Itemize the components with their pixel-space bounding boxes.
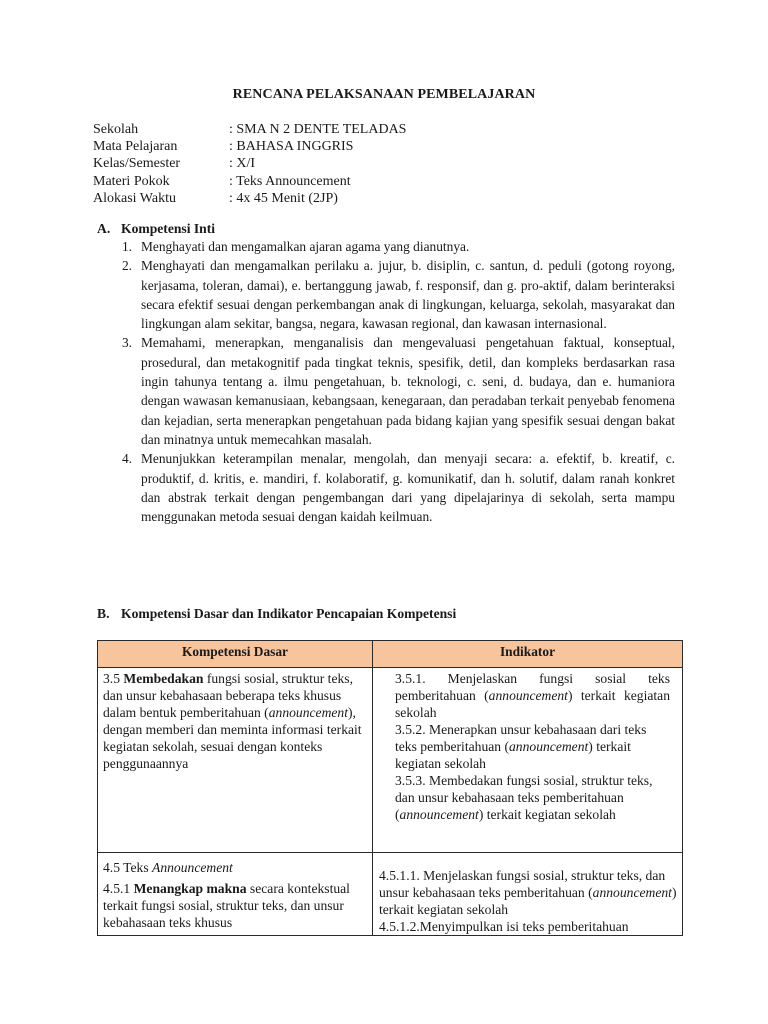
table-row [98, 853, 683, 936]
document-title: RENCANA PELAKSANAAN PEMBELAJARAN [232, 87, 536, 102]
kd-keyword: Menangkap makna [133, 881, 247, 896]
indikator-item [395, 721, 670, 772]
meta-value: : SMA N 2 DENTE TELADAS [229, 122, 407, 137]
kd-text: ), dengan memberi dan meminta informasi terkait kegiatan sekolah, sesuai dengan konteks penggunaannya [103, 705, 362, 771]
list-item [97, 333, 675, 449]
ind-italic: announcement [399, 807, 479, 822]
kd-italic: announcement [268, 705, 348, 720]
indikator-cell [373, 853, 683, 936]
list-item [97, 449, 675, 526]
item-number: 4. [121, 451, 132, 467]
meta-row-time [93, 190, 406, 207]
ind-italic: announcement [488, 688, 568, 703]
meta-label: Kelas/Semester [93, 156, 181, 172]
section-letter: B. [97, 606, 110, 621]
table-row [98, 668, 683, 853]
section-kompetensi-inti [97, 221, 675, 526]
meta-value: : Teks Announcement [229, 173, 351, 189]
ind-text: ) terkait kegiatan sekolah [395, 739, 631, 771]
section-kompetensi-dasar-heading [97, 606, 456, 622]
meta-label: Materi Pokok [93, 173, 170, 189]
kd-indikator-table [97, 640, 683, 936]
list-item [97, 237, 675, 256]
indikator-item [395, 772, 670, 823]
section-title: Kompetensi Dasar dan Indikator Pencapaian Kompetensi [121, 606, 457, 621]
ind-text: 3.5.2. Menerapkan unsur kebahasaan dari teks teks pemberitahuan ( [395, 722, 647, 754]
table-header-row [98, 641, 683, 668]
meta-value: : BAHASA INGGRIS [229, 139, 354, 155]
ki-list [97, 237, 675, 526]
kd-item [103, 880, 367, 931]
ind-text: 3.5.1. Menjelaskan fungsi sosial teks pemberitahuan ( [395, 671, 670, 703]
meta-row-class [93, 155, 406, 172]
section-letter: A. [97, 221, 111, 236]
meta-label: Alokasi Waktu [93, 190, 176, 206]
kd-code: 4.5.1 [103, 881, 134, 896]
meta-label: Sekolah [93, 122, 139, 137]
identity-block [93, 121, 406, 207]
item-number: 3. [121, 335, 132, 351]
ind-text: 3.5.3. Membedakan fungsi sosial, struktur teks, dan unsur kebahasaan teks pemberitahuan ( [395, 773, 653, 822]
kd-text: 4.5 Teks [103, 860, 153, 875]
column-header-indikator: Indikator [373, 641, 683, 668]
kd-code: 3.5 [103, 671, 124, 686]
item-number: 2. [121, 258, 132, 274]
ind-text: ) terkait kegiatan sekolah [395, 688, 670, 720]
indikator-item [379, 867, 677, 918]
item-text: Menghayati dan mengamalkan perilaku a. jujur, b. disiplin, c. santun, d. peduli (gotong royong, kerjasama, toleran, damai), e. bertanggung jawab, f. responsif, dan g. pro-aktif, dalam berinteraksi secara efektif sesuai dengan perkembangan anak di lingkungan, keluarga, sekolah, masyarakat dan lingkungan alam sekitar, bangsa, negara, kawasan regional, dan kawasan internasional. [141, 258, 675, 332]
ind-text: 4.5.1.1. Menjelaskan fungsi sosial, struktur teks, dan unsur kebahasaan teks pemberitahuan ( [379, 868, 666, 900]
kd-heading [103, 859, 367, 876]
item-text: Memahami, menerapkan, menganalisis dan mengevaluasi pengetahuan faktual, konseptual, prosedural, dan metakognitif pada tingkat teknis, spesifik, detil, dan kompleks berdasarkan rasa ingin tahunya tentang a. ilmu pengetahuan, b. teknologi, c. seni, d. budaya, dan e. humaniora dengan wawasan kemanusiaan, kebangsaan, kenegaraan, dan peradaban terkait penyebab fenomena dan kejadian, serta menerapkan pengetahuan pada bidang kajian yang spesifik sesuai dengan bakat dan minatnya untuk memecahkan masalah. [141, 335, 675, 447]
column-header-kd: Kompetensi Dasar [98, 641, 373, 668]
ind-text: ) terkait kegiatan sekolah [379, 885, 677, 917]
section-title: Kompetensi Inti [121, 221, 216, 236]
meta-row-topic [93, 173, 406, 190]
item-text: Menunjukkan keterampilan menalar, mengolah, dan menyaji secara: a. efektif, b. kreatif, c. produktif, d. kritis, e. mandiri, f. kolaboratif, g. komunikatif, dan h. solutif, dalam ranah konkret dan abstrak terkait dengan pengembangan dari yang dipelajarinya di sekolah, serta mampu menggunakan metoda sesuai dengan kaidah keilmuan. [141, 451, 675, 525]
indikator-item [395, 670, 670, 721]
kd-cell [98, 853, 373, 936]
meta-value: : 4x 45 Menit (2JP) [229, 190, 338, 206]
indikator-item: 4.5.1.2.Menyimpulkan isi teks pemberitahuan [379, 919, 629, 934]
meta-value: : X/I [229, 156, 256, 172]
ind-italic: announcement [509, 739, 589, 754]
ind-italic: announcement [592, 885, 672, 900]
kd-italic: Announcement [152, 860, 233, 875]
item-text: Menghayati dan mengamalkan ajaran agama yang dianutnya. [141, 239, 470, 254]
indikator-cell [373, 668, 683, 853]
section-heading [97, 221, 675, 237]
meta-label: Mata Pelajaran [93, 139, 178, 155]
kd-cell [98, 668, 373, 853]
kd-keyword: Membedakan [123, 671, 204, 686]
kd-text: secara kontekstual terkait fungsi sosial, struktur teks, dan unsur kebahasaan teks khusus [103, 881, 350, 930]
item-number: 1. [121, 239, 132, 254]
meta-row-subject [93, 138, 406, 155]
kd-text: fungsi sosial, struktur teks, dan unsur kebahasaan beberapa teks khusus dalam bentuk pemberitahuan ( [103, 671, 353, 720]
meta-row-school [93, 121, 406, 138]
ind-text: ) terkait kegiatan sekolah [478, 807, 616, 822]
list-item [97, 256, 675, 333]
